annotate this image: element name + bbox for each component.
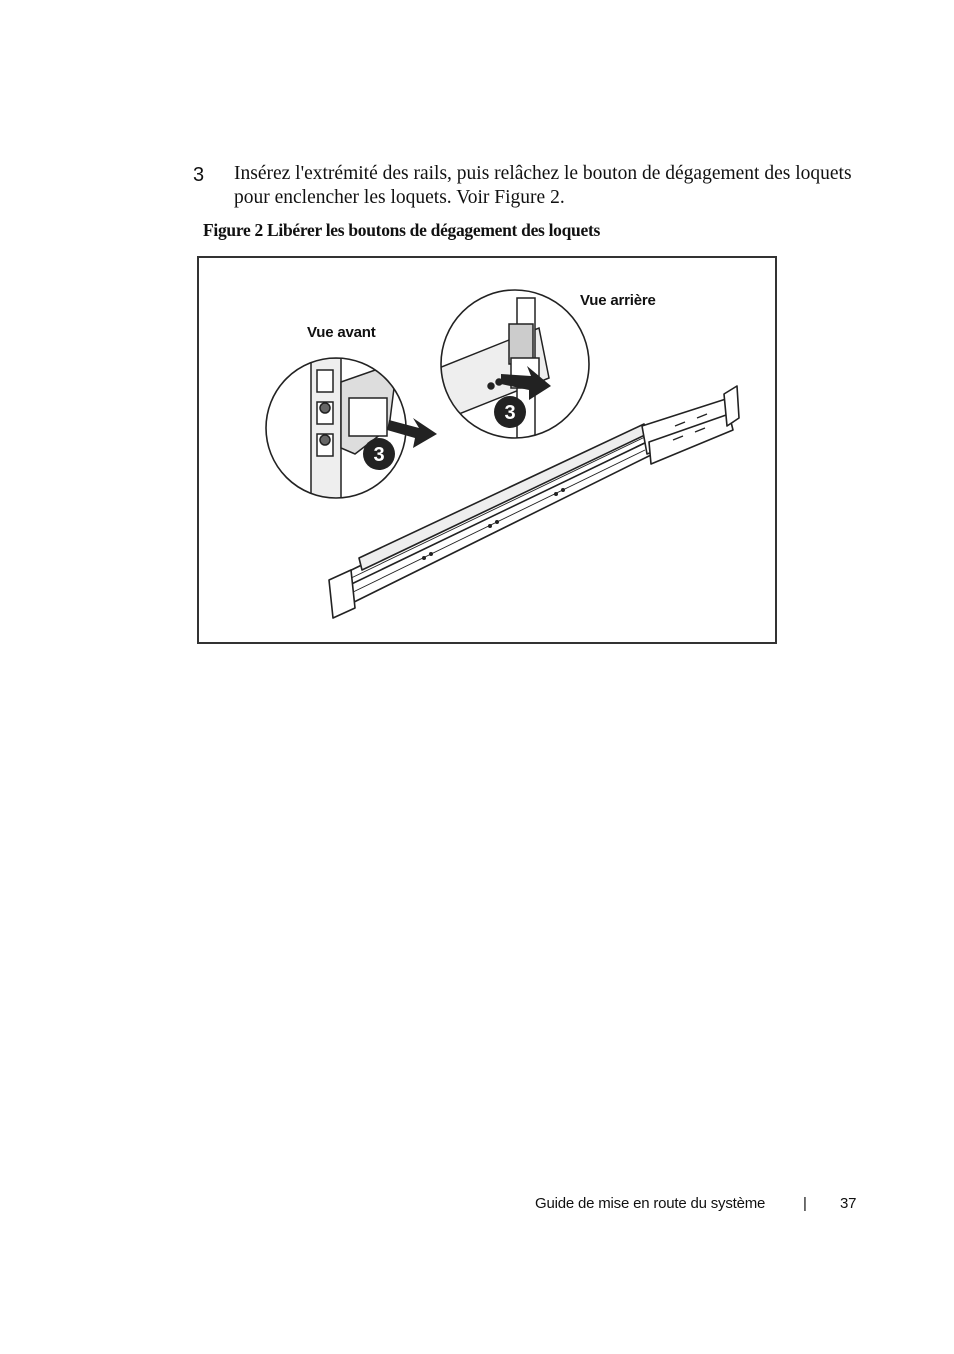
front-step-badge [363,438,395,470]
rear-step-badge [494,396,526,428]
figure-caption: Figure 2 Libérer les boutons de dégagement des loquets [203,220,600,240]
callout-rear-view: Vue arrière [580,292,656,309]
footer-title: Guide de mise en route du système [535,1195,766,1212]
step-number: 3 [193,164,205,186]
callout-front-view: Vue avant [307,324,376,341]
step-text: Insérez l'extrémité des rails, puis relâchez le bouton de dégagement des loquets pour enclencher les loquets. Voir Figure 2. [234,163,852,208]
front-view-detail [266,358,406,508]
rail-illustration [199,258,775,642]
svg-text:3: 3 [504,402,516,424]
footer-separator: | [803,1195,807,1212]
svg-text:3: 3 [373,444,385,466]
figure-illustration [197,256,777,644]
page-number: 37 [840,1195,857,1212]
